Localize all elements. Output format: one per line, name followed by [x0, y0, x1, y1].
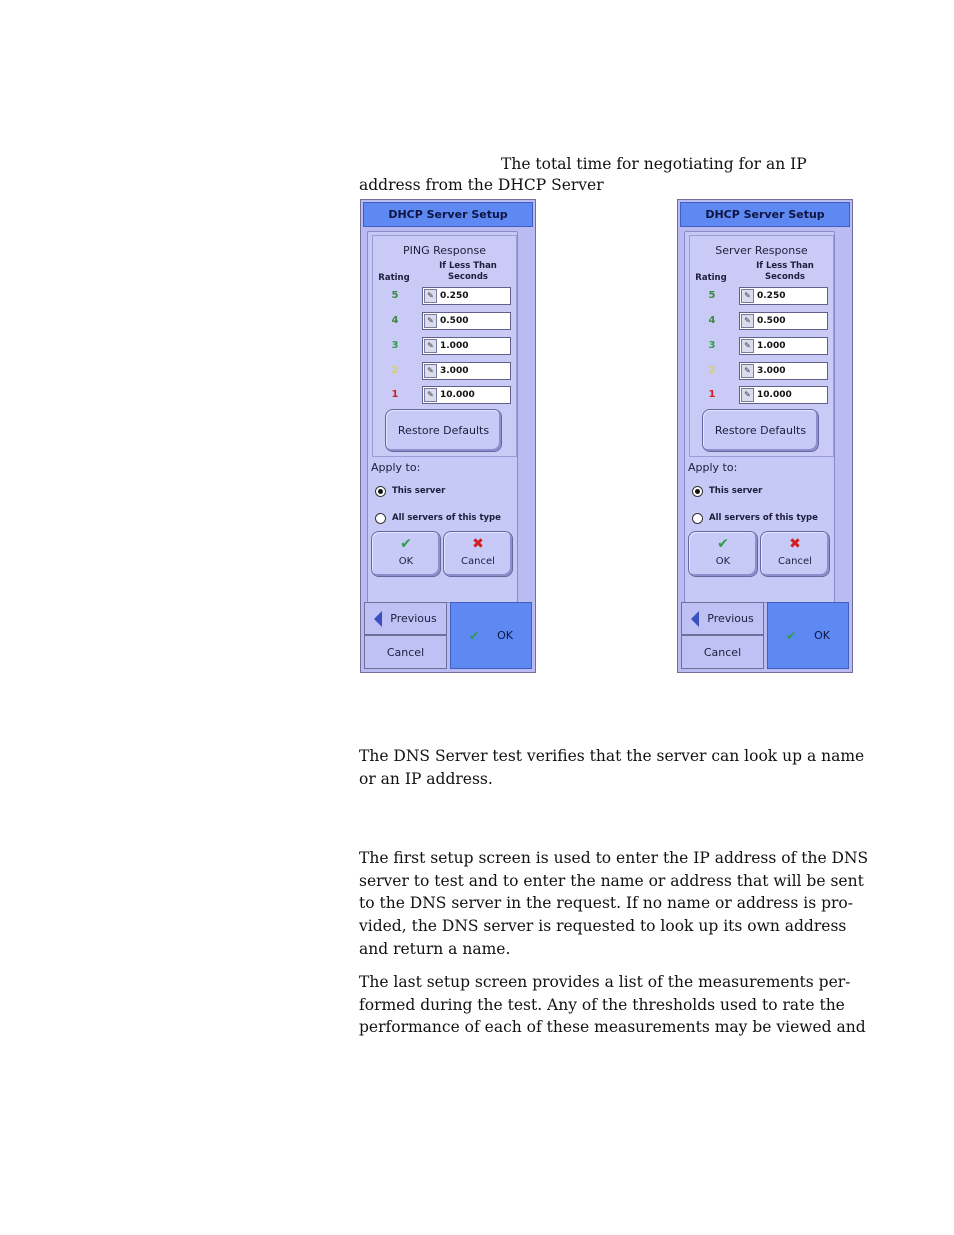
radio-all-servers[interactable]: [692, 511, 818, 525]
radio-label: All servers of this type: [392, 513, 501, 523]
threshold-value: 3.000: [440, 366, 469, 376]
threshold-field[interactable]: [739, 287, 828, 305]
threshold-row: [690, 385, 833, 407]
radio-label: This server: [709, 486, 763, 496]
text-line: performance of each of these measurements may be viewed and: [359, 1018, 866, 1037]
setup-paragraph-1: [359, 847, 869, 961]
threshold-value: 0.500: [757, 316, 786, 326]
left-arrow-icon: [691, 611, 699, 627]
dialog-ok-button[interactable]: [688, 531, 758, 577]
text-line: The first setup screen is used to enter the IP address of the DNS: [359, 849, 869, 867]
seconds-header-line1: If Less Than: [439, 261, 497, 271]
threshold-row: [690, 361, 833, 383]
rating-number: 5: [708, 290, 716, 301]
edit-icon[interactable]: ✎: [741, 314, 754, 328]
text-line: server to test and to enter the name or address that will be sent: [359, 871, 864, 890]
rating-number: 3: [391, 340, 399, 351]
rating-column-header: Rating: [378, 273, 410, 283]
threshold-field[interactable]: [422, 386, 511, 404]
edit-icon[interactable]: ✎: [741, 289, 754, 303]
threshold-value: 10.000: [757, 390, 792, 400]
dialog-ok-button[interactable]: [371, 531, 441, 577]
threshold-row: [690, 311, 833, 333]
left-arrow-icon: [374, 611, 382, 627]
screen-title: DHCP Server Setup: [680, 202, 850, 227]
ok-label: OK: [715, 556, 731, 567]
rating-number: 4: [391, 315, 399, 326]
dhcp-setup-screen-server: [677, 199, 853, 673]
previous-button[interactable]: [681, 602, 764, 635]
previous-label: Previous: [390, 612, 437, 625]
rating-number: 4: [708, 315, 716, 326]
text-line: to the DNS server in the request. If no name or address is pro-: [359, 894, 853, 913]
text-line: The DNS Server test verifies that the server can look up a name: [359, 747, 865, 765]
threshold-row: [373, 311, 516, 333]
restore-defaults-button[interactable]: Restore Defaults: [385, 409, 502, 452]
seconds-header-line1: If Less Than: [756, 261, 814, 271]
text-line: The last setup screen provides a list of the measurements per-: [359, 973, 851, 991]
rating-number: 1: [391, 389, 399, 400]
radio-selected-icon[interactable]: [692, 486, 703, 497]
seconds-header-line2: Seconds: [765, 272, 805, 282]
radio-unselected-icon[interactable]: [692, 513, 703, 524]
cancel-label: Cancel: [461, 556, 495, 567]
threshold-row: [690, 286, 833, 308]
threshold-field[interactable]: [739, 362, 828, 380]
dhcp-setup-screen-ping: [360, 199, 536, 673]
threshold-field[interactable]: [739, 312, 828, 330]
rating-number: 1: [708, 389, 716, 400]
x-icon: ✖: [789, 536, 801, 552]
nav-ok-label: OK: [497, 629, 513, 642]
intro-text-line1: The total time for negotiating for an IP: [501, 155, 807, 173]
nav-cancel-button[interactable]: Cancel: [364, 635, 447, 669]
threshold-value: 0.250: [440, 291, 469, 301]
ok-label: OK: [398, 556, 414, 567]
edit-icon[interactable]: ✎: [424, 388, 437, 402]
screen-title: DHCP Server Setup: [363, 202, 533, 227]
rating-number: 2: [391, 365, 399, 376]
threshold-value: 1.000: [440, 341, 469, 351]
edit-icon[interactable]: ✎: [424, 339, 437, 353]
check-icon: ✔: [717, 536, 729, 552]
threshold-row: [373, 286, 516, 308]
edit-icon[interactable]: ✎: [741, 339, 754, 353]
x-icon: ✖: [472, 536, 484, 552]
rating-column-header: Rating: [695, 273, 727, 283]
threshold-field[interactable]: [739, 386, 828, 404]
dns-paragraph: [359, 745, 865, 790]
check-icon: ✔: [786, 628, 797, 643]
threshold-row: [373, 385, 516, 407]
text-line: formed during the test. Any of the thresholds used to rate the: [359, 995, 845, 1014]
threshold-value: 0.250: [757, 291, 786, 301]
threshold-field[interactable]: [739, 337, 828, 355]
threshold-dialog: [684, 231, 835, 603]
intro-text-line2: address from the DHCP Server: [359, 176, 604, 194]
radio-label: All servers of this type: [709, 513, 818, 523]
threshold-field[interactable]: [422, 362, 511, 380]
nav-ok-label: OK: [814, 629, 830, 642]
previous-label: Previous: [707, 612, 754, 625]
nav-ok-button[interactable]: [767, 602, 849, 669]
check-icon: ✔: [400, 536, 412, 552]
dialog-cancel-button[interactable]: [760, 531, 830, 577]
radio-all-servers[interactable]: [375, 511, 501, 525]
edit-icon[interactable]: ✎: [741, 388, 754, 402]
apply-to-label: Apply to:: [688, 461, 738, 474]
radio-unselected-icon[interactable]: [375, 513, 386, 524]
threshold-row: [373, 336, 516, 358]
threshold-value: 1.000: [757, 341, 786, 351]
seconds-column-header: [745, 261, 825, 283]
threshold-panel: [689, 235, 834, 457]
threshold-field[interactable]: [422, 337, 511, 355]
text-line: vided, the DNS server is requested to look up its own address: [359, 917, 847, 936]
edit-icon[interactable]: ✎: [424, 314, 437, 328]
threshold-dialog: [367, 231, 518, 603]
section-title: PING Response: [403, 244, 486, 257]
nav-cancel-button[interactable]: Cancel: [681, 635, 764, 669]
threshold-field[interactable]: [422, 287, 511, 305]
dialog-cancel-button[interactable]: [443, 531, 513, 577]
threshold-value: 0.500: [440, 316, 469, 326]
rating-number: 5: [391, 290, 399, 301]
threshold-field[interactable]: [422, 312, 511, 330]
radio-this-server[interactable]: [375, 484, 445, 498]
setup-paragraph-2: [359, 971, 866, 1039]
seconds-header-line2: Seconds: [448, 272, 488, 282]
edit-icon[interactable]: ✎: [741, 364, 754, 378]
nav-ok-button[interactable]: [450, 602, 532, 669]
check-icon: ✔: [469, 628, 480, 643]
text-line: and return a name.: [359, 939, 511, 958]
threshold-panel: [372, 235, 517, 457]
apply-to-label: Apply to:: [371, 461, 421, 474]
threshold-value: 3.000: [757, 366, 786, 376]
radio-this-server[interactable]: [692, 484, 762, 498]
rating-number: 2: [708, 365, 716, 376]
previous-button[interactable]: [364, 602, 447, 635]
text-line: or an IP address.: [359, 769, 493, 788]
radio-label: This server: [392, 486, 446, 496]
edit-icon[interactable]: ✎: [424, 364, 437, 378]
edit-icon[interactable]: ✎: [424, 289, 437, 303]
cancel-label: Cancel: [778, 556, 812, 567]
section-title: Server Response: [715, 244, 808, 257]
rating-number: 3: [708, 340, 716, 351]
restore-defaults-button[interactable]: Restore Defaults: [702, 409, 819, 452]
threshold-row: [690, 336, 833, 358]
threshold-row: [373, 361, 516, 383]
seconds-column-header: [428, 261, 508, 283]
radio-selected-icon[interactable]: [375, 486, 386, 497]
threshold-value: 10.000: [440, 390, 475, 400]
